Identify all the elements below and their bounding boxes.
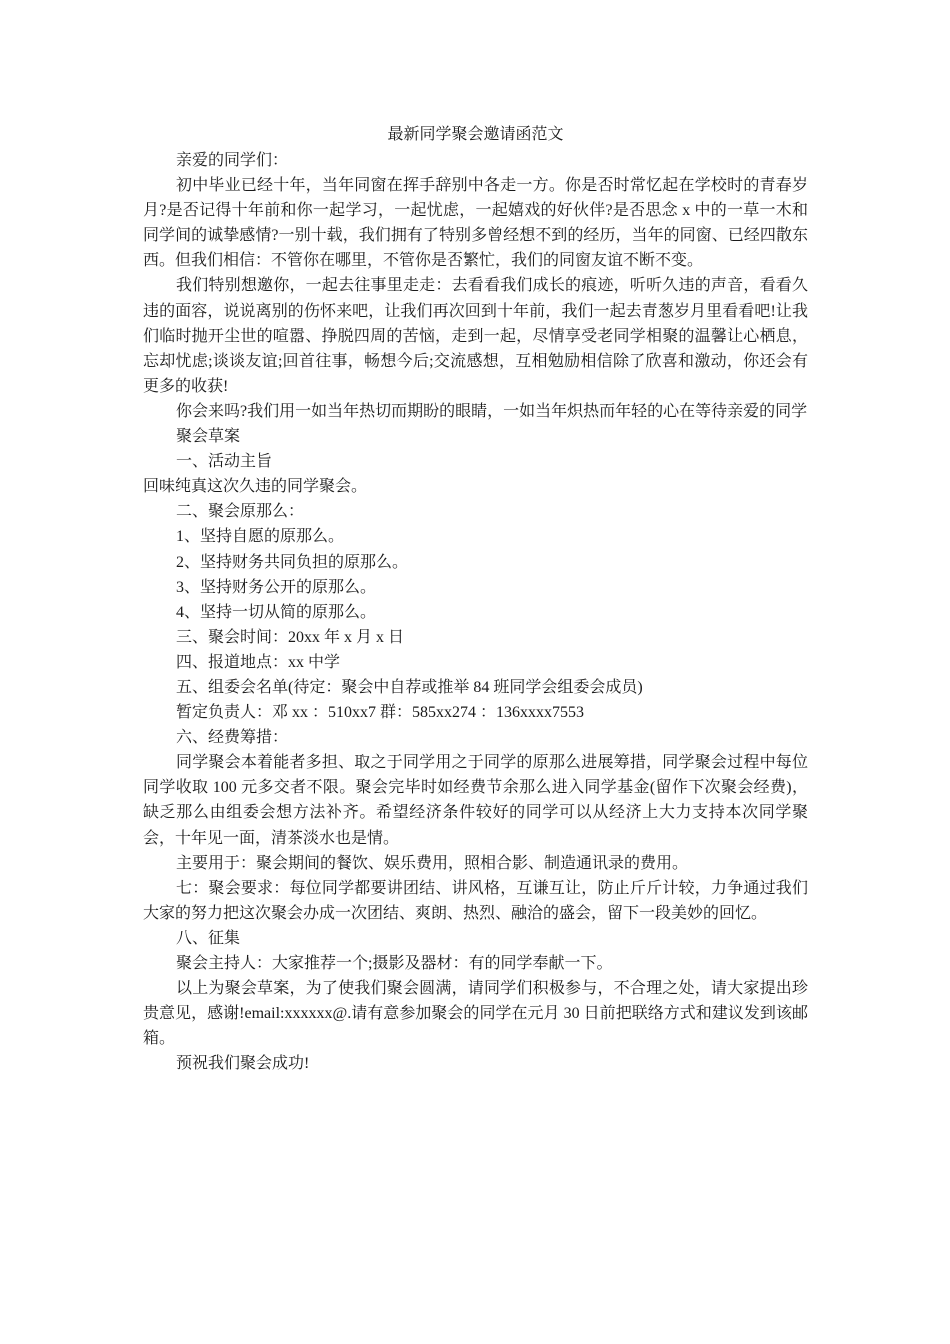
paragraph-closing: 以上为聚会草案，为了使我们聚会圆满，请同学们积极参与，不合理之处，请大家提出珍贵意见，感谢!email:xxxxxx@.请有意参加聚会的同学在元月 30 日前把联络方式和建议发到该邮箱。 — [143, 980, 808, 1048]
section-committee: 五、组委会名单(待定：聚会中自荐或推举 84 班同学会组委会成员) — [176, 678, 643, 696]
paragraph-requirements: 七：聚会要求：每位同学都要讲团结、讲风格，互谦互让，防止斤斤计较，力争通过我们大家的努力把这次聚会办成一次团结、爽朗、热烈、融洽的盛会，留下一段美妙的回忆。 — [143, 879, 808, 922]
paragraph-usage: 主要用于：聚会期间的餐饮、娱乐费用，照相合影、制造通讯录的费用。 — [176, 854, 689, 872]
paragraph-wishes: 预祝我们聚会成功! — [176, 1055, 310, 1073]
section-location: 四、报道地点：xx 中学 — [176, 653, 341, 671]
paragraph-host: 聚会主持人：大家推荐一个;摄影及器材：有的同学奉献一下。 — [176, 955, 613, 972]
contact-person: 暂定负责人：邓 xx ：510xx7 群：585xx274 ：136xxxx7553 — [176, 704, 585, 722]
paragraph-funding: 同学聚会本着能者多担、取之于同学用之于同学的原那么进展筹措，同学聚会过程中每位同学收取 100 元多交者不限。聚会完毕时如经费节余那么进入同学基金(留作下次聚会经费)，缺乏那么由组委会想方法补齐。希望经济条件较好的同学可以从经济上大力支持本次同学聚会，十年见一面，清茶淡水也是情。 — [143, 754, 808, 847]
section-heading-draft: 聚会草案 — [176, 428, 241, 446]
principle-item: 4、坚持一切从简的原那么。 — [176, 603, 377, 621]
principle-item: 3、坚持财务公开的原那么。 — [176, 578, 377, 596]
section-heading-funding: 六、经费筹措： — [176, 729, 289, 747]
section-heading-principles: 二、聚会原那么： — [176, 503, 305, 521]
section-heading-collect: 八、征集 — [176, 929, 241, 947]
paragraph-intro: 初中毕业已经十年，当年同窗在挥手辞别中各走一方。你是否时常忆起在学校时的青春岁月?是否记得十年前和你一起学习，一起忧虑，一起嬉戏的好伙伴?是否思念 x 中的一草一木和同学间的诚挚感情?一别十载，我们拥有了特别多曾经想不到的经历，当年的同窗、已经四散东西。但我们相信：不管你在哪里，不管你是否繁忙，我们的同窗友谊不断不变。 — [143, 177, 808, 270]
principle-item: 1、坚持自愿的原那么。 — [176, 528, 345, 546]
salutation: 亲爱的同学们： — [176, 152, 289, 169]
section-time: 三、聚会时间：20xx 年 x 月 x 日 — [176, 628, 405, 646]
document-title: 最新同学聚会邀请函范文 — [387, 126, 564, 143]
document-body — [143, 122, 808, 1076]
paragraph-invitation: 我们特别想邀你，一起去往事里走走：去看看我们成长的痕迹，听听久违的声音，看看久违的面容，说说离别的伤怀来吧，让我们再次回到十年前，我们一起去青葱岁月里看看吧!让我们临时抛开尘世的喧嚣、挣脱四周的苦恼，走到一起，尽情享受老同学相聚的温馨让心栖息，忘却忧虑;谈谈友谊;回首往事，畅想今后;交流感想，互相勉励相信除了欣喜和激动，你还会有更多的收获! — [143, 277, 808, 395]
principle-item: 2、坚持财务共同负担的原那么。 — [176, 553, 409, 571]
paragraph-will-you-come: 你会来吗?我们用一如当年热切而期盼的眼睛，一如当年炽热而年轻的心在等待亲爱的同学 — [176, 402, 808, 420]
purpose-text: 回味纯真这次久违的同学聚会。 — [143, 478, 368, 496]
section-heading-purpose: 一、活动主旨 — [176, 453, 273, 471]
